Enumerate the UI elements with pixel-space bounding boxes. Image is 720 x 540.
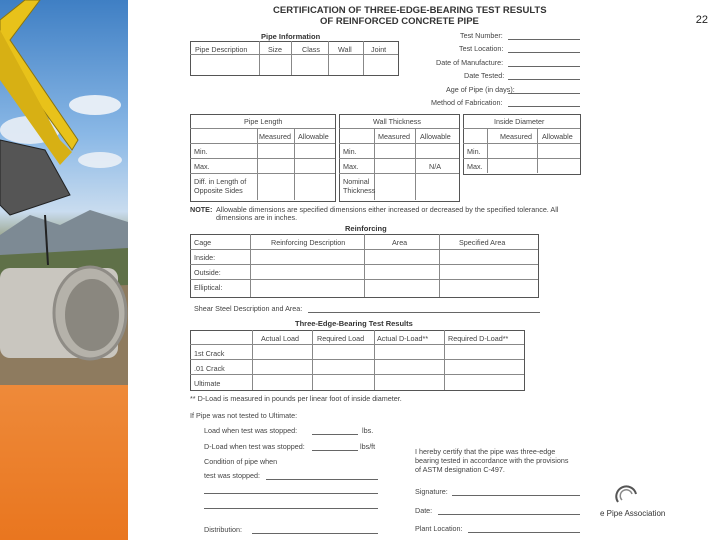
col-required-load: Required Load [317,334,365,343]
note-label: NOTE: [190,205,213,214]
id-allowable: Allowable [542,132,573,141]
col-wall: Wall [338,45,352,54]
certify-line2: bearing tested in accordance with the provisions [415,456,569,465]
date-label: Date: [415,506,433,515]
condition-line2: test was stopped: [204,471,260,480]
wt-nominal: Nominal [343,177,370,186]
pl-opposite: Opposite Sides [194,186,243,195]
shear-steel-label: Shear Steel Description and Area: [194,304,303,313]
test-location-label: Test Location: [459,44,504,53]
teb-heading: Three-Edge-Bearing Test Results [295,319,413,328]
id-measured: Measured [500,132,532,141]
not-tested-label: If Pipe was not tested to Ultimate: [190,411,298,420]
row-inside: Inside: [194,253,216,262]
method-fabrication-label: Method of Fabrication: [431,98,503,107]
pl-max: Max. [194,162,210,171]
inside-diameter-heading: Inside Diameter [494,117,545,126]
date-manufacture-label: Date of Manufacture: [436,58,504,67]
col-cage: Cage [194,238,212,247]
form-title-line2: OF REINFORCED CONCRETE PIPE [320,16,479,27]
plant-location-label: Plant Location: [415,524,463,533]
load-stopped-label: Load when test was stopped: [204,426,298,435]
id-min: Min. [467,147,481,156]
form-title-line1: CERTIFICATION OF THREE-EDGE-BEARING TEST RESULTS [273,5,547,16]
signature-label: Signature: [415,487,448,496]
distribution-label: Distribution: [204,525,242,534]
certify-line1: I hereby certify that the pipe was three-edge [415,447,556,456]
pl-min: Min. [194,147,208,156]
col-actual-load: Actual Load [261,334,299,343]
col-size: Size [268,45,282,54]
wt-min: Min. [343,147,357,156]
condition-line1: Condition of pipe when [204,457,278,466]
col-area: Area [392,238,408,247]
test-number-label: Test Number: [460,31,503,40]
wt-thickness: Thickness [343,186,376,195]
date-tested-label: Date Tested: [464,71,505,80]
col-required-dload: Required D-Load** [448,334,509,343]
wt-measured: Measured [378,132,410,141]
certify-line3: of ASTM designation C-497. [415,465,505,474]
row-1st-crack: 1st Crack [194,349,225,358]
orange-accent-panel [0,385,128,540]
page-number: 22 [695,14,708,26]
wt-max: Max. [343,162,359,171]
col-specified-area: Specified Area [459,238,506,247]
logo-text: e Pipe Association [600,509,666,518]
pipe-logo-icon [608,482,648,512]
lbsft-unit: lbs/ft [360,442,376,451]
age-of-pipe-label: Age of Pipe (in days): [446,85,515,94]
row-ultimate: Ultimate [194,379,221,388]
wt-na: N/A [429,162,441,171]
association-logo [600,480,710,530]
pipe-length-heading: Pipe Length [244,117,283,126]
dload-stopped-label: D-Load when test was stopped: [204,442,305,451]
row-elliptical: Elliptical: [194,283,223,292]
note-line1: Allowable dimensions are specified dimensions either increased or decreased by the specified tolerance. All [216,205,559,214]
pl-diff: Diff. in Length of [194,177,247,186]
certification-form [128,0,598,540]
pl-allowable: Allowable [298,132,329,141]
col-actual-dload: Actual D-Load** [377,334,429,343]
pl-measured: Measured [259,132,291,141]
col-joint: Joint [371,45,387,54]
wt-allowable: Allowable [420,132,451,141]
id-max: Max. [467,162,483,171]
dload-note: ** D-Load is measured in pounds per linear foot of inside diameter. [190,394,402,403]
col-reinforcing-description: Reinforcing Description [271,238,346,247]
excavator-pipe-photo [0,0,128,385]
col-pipe-description: Pipe Description [195,45,248,54]
row-outside: Outside: [194,268,221,277]
note-line2: dimensions are in inches. [216,213,298,222]
lbs-unit: lbs. [362,426,374,435]
pipe-info-heading: Pipe Information [261,32,321,41]
reinforcing-heading: Reinforcing [345,224,387,233]
col-class: Class [302,45,320,54]
row-01-crack: .01 Crack [194,364,225,373]
wall-thickness-heading: Wall Thickness [373,117,421,126]
